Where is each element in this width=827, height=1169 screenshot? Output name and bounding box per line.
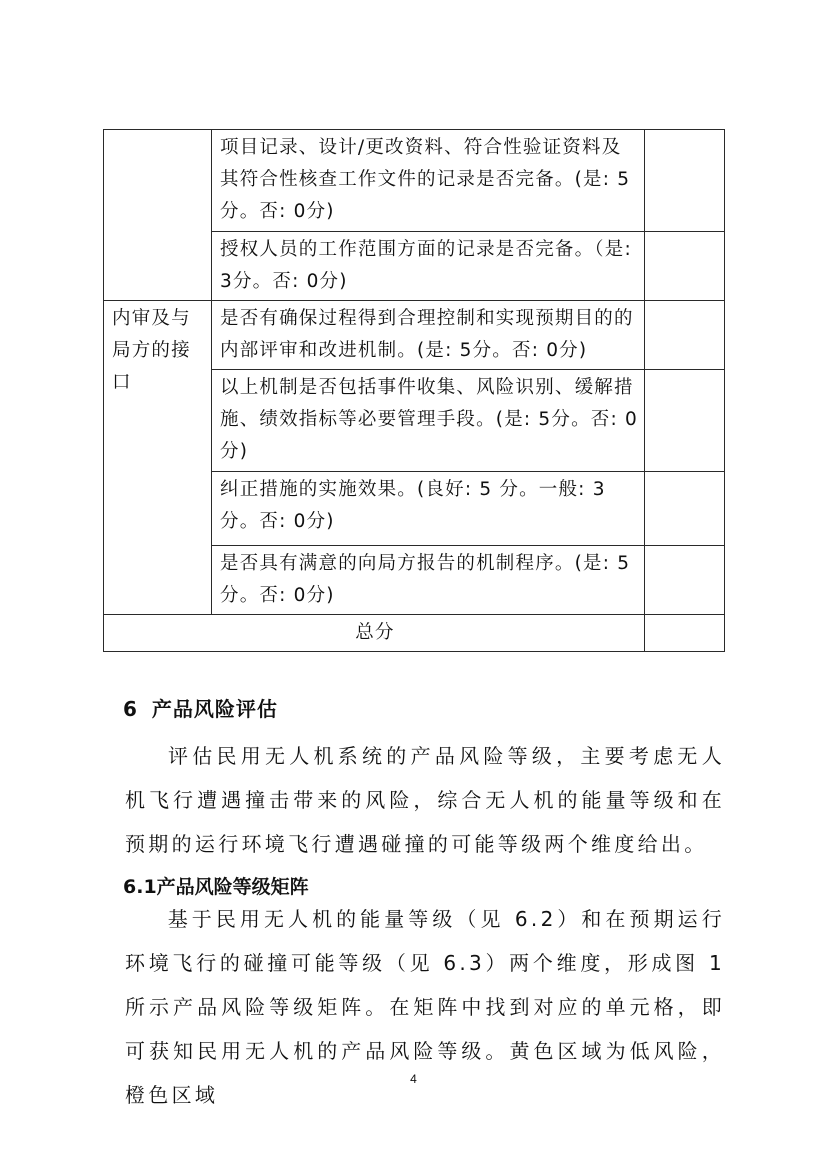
paragraph-text: 评估民用无人机系统的产品风险等级，主要考虑无人机飞行遭遇撞击带来的风险，综合无人机的能量等级和在预期的运行环境飞行遭遇碰撞的可能等级两个维度给出。 [125,744,725,856]
section-title: 产品风险评估 [151,697,278,721]
criterion-cell: 以上机制是否包括事件收集、风险识别、缓解措施、绩效指标等必要管理手段。(是: 5分。否: 0分) [212,370,645,472]
criterion-cell: 项目记录、设计/更改资料、符合性验证资料及其符合性核查工作文件的记录是否完备。(是: 5分。否: 0分) [212,130,645,232]
total-row [104,615,725,652]
total-label: 总分 [104,615,645,652]
category-cell: 内审及与局方的接口 [104,301,212,615]
section-heading [123,693,278,722]
category-cell [104,130,212,301]
criterion-cell: 是否具有满意的向局方报告的机制程序。(是: 5分。否: 0分) [212,546,645,615]
score-cell [645,130,725,232]
table-row [104,130,725,232]
score-cell [645,546,725,615]
scoring-table [103,129,725,652]
score-cell [645,232,725,301]
table-row [104,301,725,370]
score-cell [645,370,725,472]
criterion-cell: 纠正措施的实施效果。(良好: 5 分。一般: 3分。否: 0分) [212,472,645,546]
page-number: 4 [410,1072,417,1086]
subsection-heading: 6.1产品风险等级矩阵 [123,876,309,898]
section-paragraph [125,734,725,866]
criterion-cell: 授权人员的工作范围方面的记录是否完备。（是: 3分。否: 0分) [212,232,645,301]
score-cell [645,301,725,370]
score-cell [645,472,725,546]
section-number: 6 [123,697,138,721]
paragraph-text: 基于民用无人机的能量等级（见 6.2）和在预期运行环境飞行的碰撞可能等级（见 6.3）两个维度，形成图 1 所示产品风险等级矩阵。在矩阵中找到对应的单元格，即可获知民用无人机的产品风险等级。黄色区域为低风险，橙色区域 [125,907,725,1107]
criterion-cell: 是否有确保过程得到合理控制和实现预期目的的内部评审和改进机制。(是: 5分。否: 0分) [212,301,645,370]
total-score-cell [645,615,725,652]
